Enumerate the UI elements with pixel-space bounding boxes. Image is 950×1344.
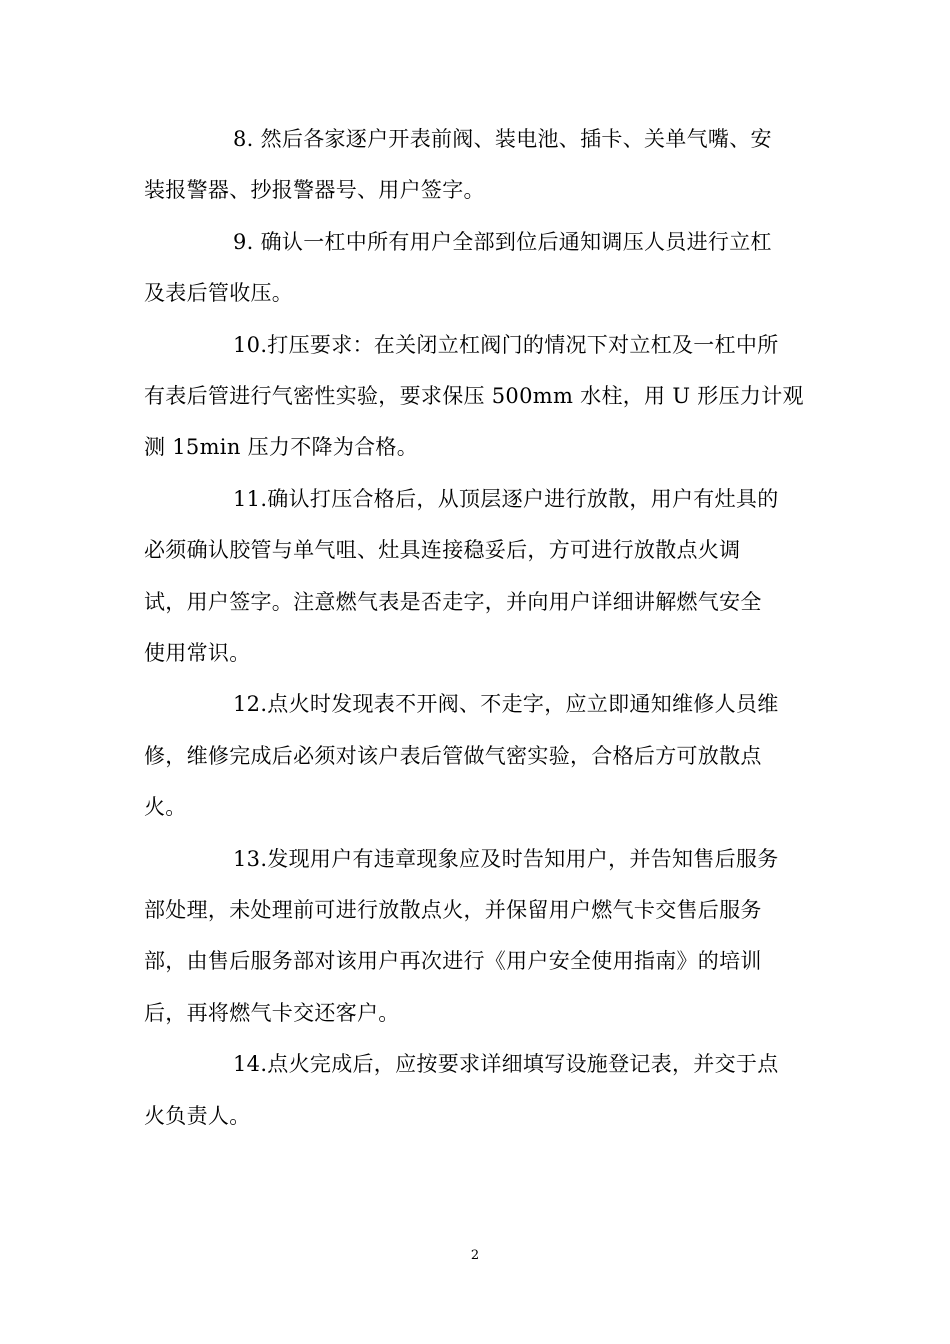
paragraph-12-line-1: 12.点火时发现表不开阀、不走字，应立即通知维修人员维 bbox=[233, 692, 779, 716]
paragraph-12-line-2: 修，维修完成后必须对该户表后管做气密实验，合格后方可放散点 bbox=[144, 744, 762, 768]
paragraph-11-line-1: 11.确认打压合格后，从顶层逐户进行放散，用户有灶具的 bbox=[233, 487, 779, 511]
paragraph-10-line-1: 10.打压要求：在关闭立杠阀门的情况下对立杠及一杠中所 bbox=[233, 333, 779, 357]
paragraph-11-line-3: 试，用户签字。注意燃气表是否走字，并向用户详细讲解燃气安全 bbox=[144, 590, 762, 614]
paragraph-13-line-3: 部，由售后服务部对该用户再次进行《用户安全使用指南》的培训 bbox=[144, 949, 762, 973]
page-number: 2 bbox=[470, 1248, 480, 1263]
paragraph-10-line-2: 有表后管进行气密性实验，要求保压 500mm 水柱，用 U 形压力计观 bbox=[144, 384, 804, 408]
paragraph-10-line-3: 测 15min 压力不降为合格。 bbox=[144, 435, 419, 459]
paragraph-13-line-1: 13.发现用户有违章现象应及时告知用户，并告知售后服务 bbox=[233, 847, 779, 871]
paragraph-9-line-2: 及表后管收压。 bbox=[144, 281, 294, 305]
paragraph-8-line-2: 装报警器、抄报警器号、用户签字。 bbox=[144, 178, 485, 202]
paragraph-8-line-1: 8. 然后各家逐户开表前阀、装电池、插卡、关单气嘴、安 bbox=[233, 127, 772, 151]
paragraph-11-line-4: 使用常识。 bbox=[144, 641, 251, 665]
paragraph-13-line-4: 后，再将燃气卡交还客户。 bbox=[144, 1001, 400, 1025]
paragraph-14-line-2: 火负责人。 bbox=[144, 1104, 251, 1128]
paragraph-11-line-2: 必须确认胶管与单气咀、灶具连接稳妥后，方可进行放散点火调 bbox=[144, 538, 741, 562]
paragraph-13-line-2: 部处理，未处理前可进行放散点火，并保留用户燃气卡交售后服务 bbox=[144, 898, 762, 922]
paragraph-9-line-1: 9. 确认一杠中所有用户全部到位后通知调压人员进行立杠 bbox=[233, 230, 772, 254]
paragraph-12-line-3: 火。 bbox=[144, 795, 187, 819]
paragraph-14-line-1: 14.点火完成后，应按要求详细填写设施登记表，并交于点 bbox=[233, 1052, 779, 1076]
